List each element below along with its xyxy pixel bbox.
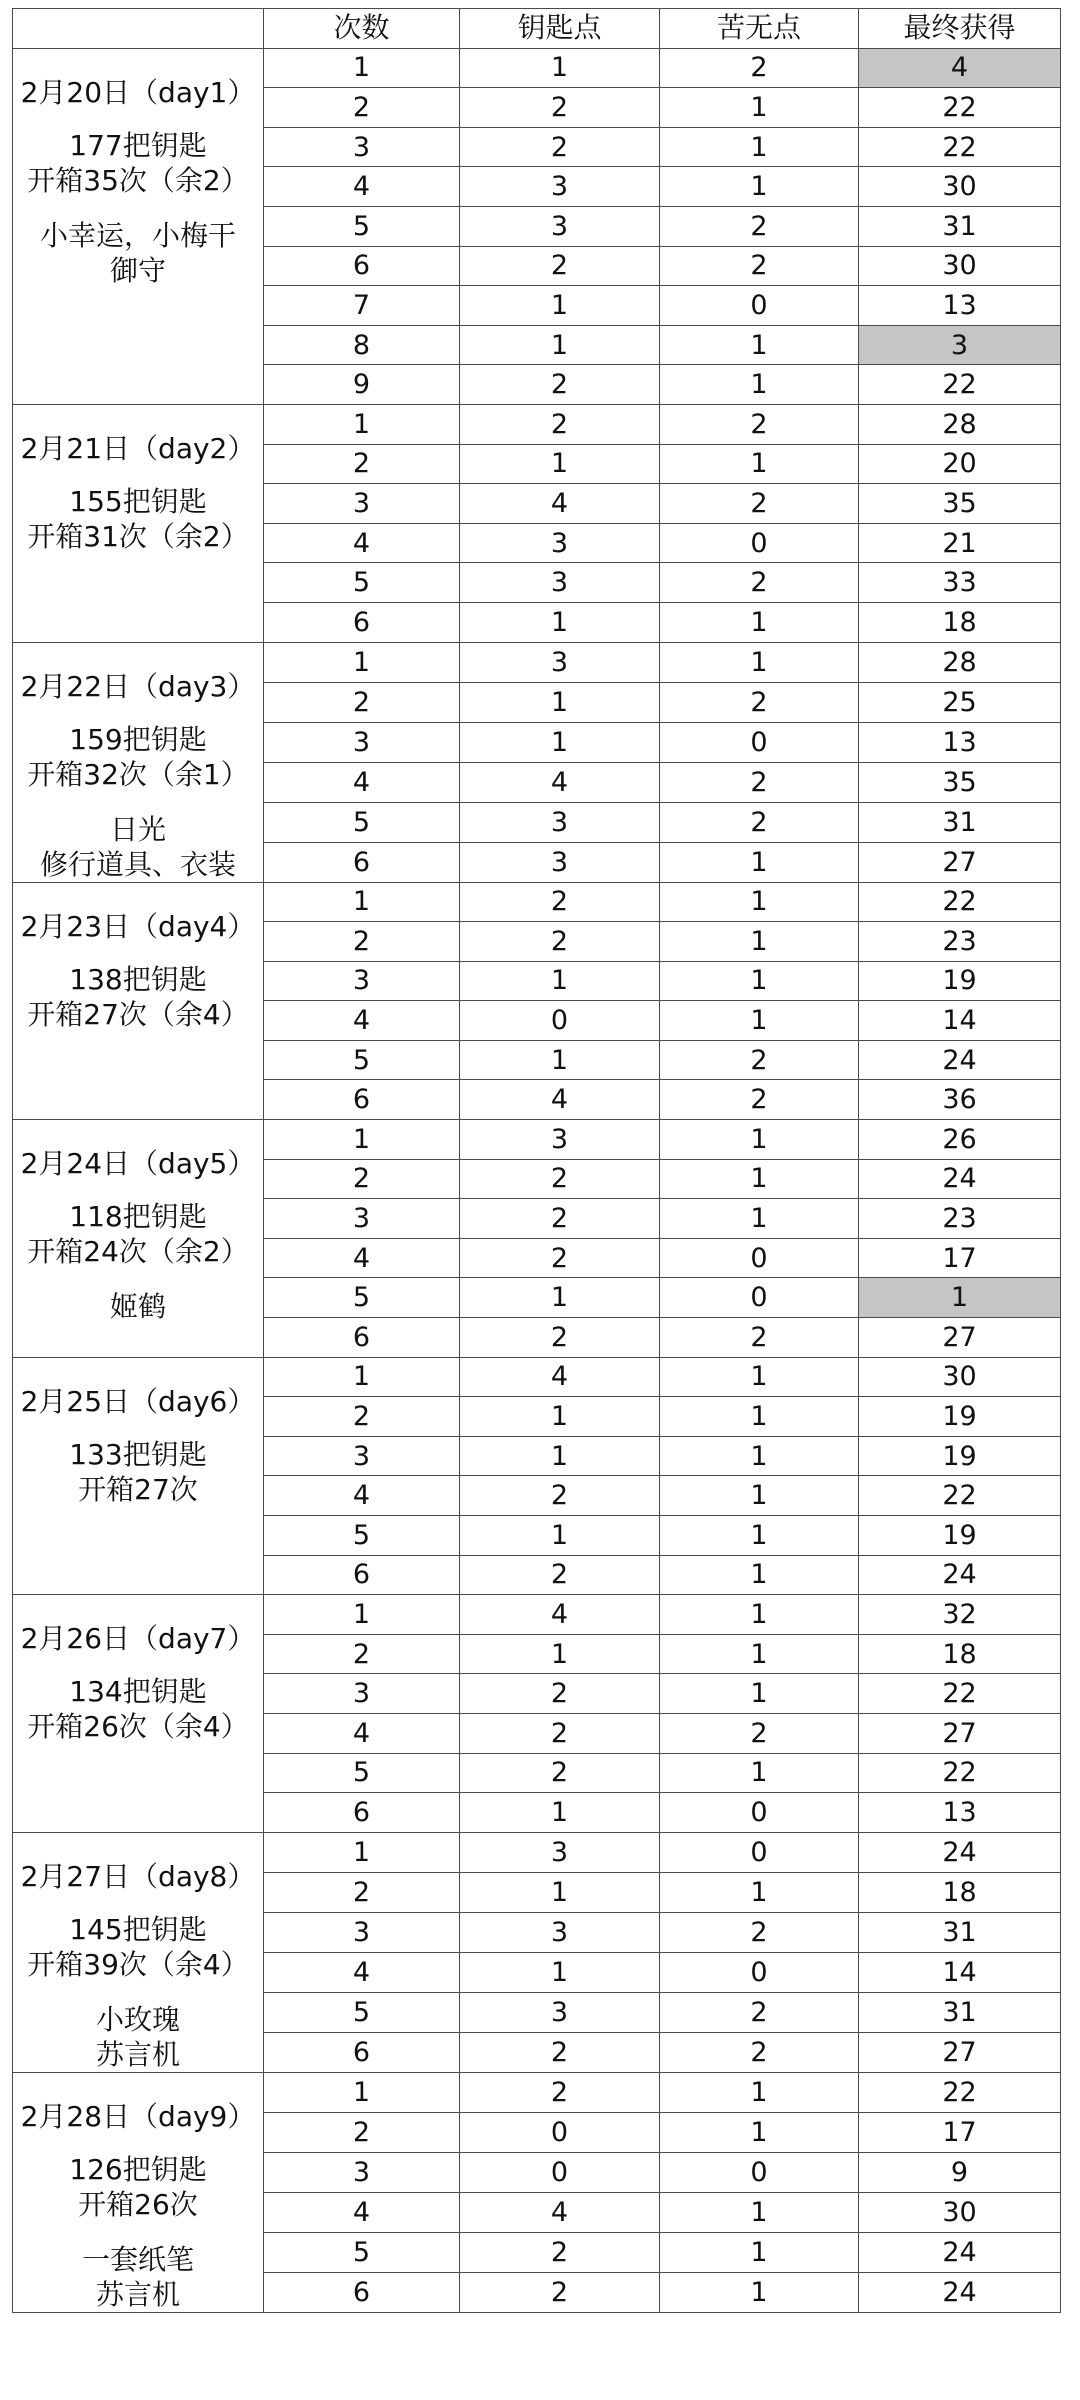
header-final-total: 最终获得: [859, 9, 1061, 49]
cell-count: 1: [264, 1595, 460, 1635]
table-row: [13, 404, 1061, 444]
day-title: 2月27日（day8）: [20, 1859, 256, 1893]
cell-count: 5: [264, 563, 460, 603]
cell-key-points: 1: [460, 48, 660, 88]
cell-kunai-points: 1: [660, 642, 859, 682]
cell-final-total: 32: [859, 1595, 1061, 1635]
cell-kunai-points: 1: [660, 1397, 859, 1437]
day-title: 2月22日（day3）: [20, 669, 256, 703]
cell-count: 4: [264, 1001, 460, 1041]
day-keys: 134把钥匙: [69, 1675, 207, 1709]
cell-kunai-points: 2: [660, 1713, 859, 1753]
cell-key-points: 1: [460, 961, 660, 1001]
cell-count: 2: [264, 682, 460, 722]
cell-final-total: 31: [859, 1912, 1061, 1952]
cell-kunai-points: 1: [660, 882, 859, 922]
cell-key-points: 2: [460, 1318, 660, 1358]
cell-count: 2: [264, 444, 460, 484]
cell-count: 3: [264, 722, 460, 762]
cell-final-total: 17: [859, 1238, 1061, 1278]
cell-kunai-points: 1: [660, 961, 859, 1001]
header-kunai-points: 苦无点: [660, 9, 859, 49]
cell-key-points: 2: [460, 2072, 660, 2112]
cell-key-points: 2: [460, 1199, 660, 1239]
cell-final-total: 22: [859, 2072, 1061, 2112]
cell-final-total: 13: [859, 1793, 1061, 1833]
cell-kunai-points: 2: [660, 1040, 859, 1080]
cell-key-points: 2: [460, 922, 660, 962]
cell-final-total: 24: [859, 1555, 1061, 1595]
cell-count: 4: [264, 1476, 460, 1516]
cell-final-total: 22: [859, 88, 1061, 128]
cell-key-points: 2: [460, 1713, 660, 1753]
cell-key-points: 3: [460, 802, 660, 842]
day-title: 2月25日（day6）: [20, 1384, 256, 1418]
cell-final-total: 23: [859, 1199, 1061, 1239]
cell-final-total: 21: [859, 523, 1061, 563]
cell-count: 3: [264, 484, 460, 524]
cell-count: 3: [264, 1436, 460, 1476]
cell-count: 3: [264, 1674, 460, 1714]
cell-kunai-points: 1: [660, 88, 859, 128]
cell-key-points: 1: [460, 286, 660, 326]
cell-count: 9: [264, 365, 460, 405]
table-row: [13, 882, 1061, 922]
cell-count: 3: [264, 1199, 460, 1239]
cell-kunai-points: 1: [660, 842, 859, 882]
cell-final-total: 28: [859, 404, 1061, 444]
cell-kunai-points: 0: [660, 1278, 859, 1318]
cell-count: 5: [264, 1753, 460, 1793]
cell-key-points: 1: [460, 325, 660, 365]
cell-kunai-points: 2: [660, 802, 859, 842]
cell-key-points: 4: [460, 484, 660, 524]
cell-key-points: 2: [460, 2032, 660, 2072]
cell-kunai-points: 1: [660, 167, 859, 207]
day-reward: 小玫瑰: [95, 2002, 180, 2036]
cell-final-total: 26: [859, 1120, 1061, 1160]
day-openings: 开箱26次（余4）: [27, 1710, 249, 1744]
cell-count: 5: [264, 1992, 460, 2032]
cell-final-total: 27: [859, 1318, 1061, 1358]
cell-kunai-points: 0: [660, 722, 859, 762]
cell-final-total: 4: [859, 48, 1061, 88]
cell-kunai-points: 0: [660, 1238, 859, 1278]
day-summary-cell: [13, 882, 264, 1120]
cell-final-total: 19: [859, 1436, 1061, 1476]
cell-count: 1: [264, 1357, 460, 1397]
cell-key-points: 3: [460, 842, 660, 882]
cell-final-total: 1: [859, 1278, 1061, 1318]
cell-final-total: 19: [859, 1397, 1061, 1437]
cell-final-total: 23: [859, 922, 1061, 962]
day-reward: 苏言机: [95, 2277, 180, 2311]
cell-kunai-points: 2: [660, 1318, 859, 1358]
cell-kunai-points: 1: [660, 1753, 859, 1793]
cell-key-points: 4: [460, 1357, 660, 1397]
cell-count: 2: [264, 2112, 460, 2152]
cell-key-points: 1: [460, 682, 660, 722]
cell-kunai-points: 2: [660, 563, 859, 603]
cell-count: 3: [264, 2152, 460, 2192]
cell-kunai-points: 2: [660, 246, 859, 286]
cell-count: 2: [264, 1159, 460, 1199]
cell-kunai-points: 1: [660, 1159, 859, 1199]
cell-key-points: 1: [460, 1793, 660, 1833]
day-summary-cell: [13, 1120, 264, 1358]
cell-key-points: 3: [460, 167, 660, 207]
day-openings: 开箱31次（余2）: [27, 519, 249, 553]
day-keys: 133把钥匙: [69, 1437, 207, 1471]
cell-kunai-points: 2: [660, 1992, 859, 2032]
day-keys: 126把钥匙: [69, 2152, 207, 2186]
cell-count: 5: [264, 1516, 460, 1556]
day-openings: 开箱24次（余2）: [27, 1235, 249, 1269]
cell-key-points: 2: [460, 1238, 660, 1278]
cell-kunai-points: 2: [660, 1080, 859, 1120]
cell-count: 2: [264, 1872, 460, 1912]
cell-final-total: 24: [859, 1040, 1061, 1080]
cell-count: 4: [264, 1238, 460, 1278]
day-openings: 开箱27次（余4）: [27, 997, 249, 1031]
cell-key-points: 2: [460, 365, 660, 405]
cell-final-total: 28: [859, 642, 1061, 682]
cell-final-total: 27: [859, 2032, 1061, 2072]
cell-kunai-points: 1: [660, 1595, 859, 1635]
cell-count: 2: [264, 922, 460, 962]
cell-final-total: 33: [859, 563, 1061, 603]
day-keys: 159把钥匙: [69, 722, 207, 756]
cell-key-points: 1: [460, 1872, 660, 1912]
cell-kunai-points: 1: [660, 2232, 859, 2272]
cell-count: 6: [264, 2272, 460, 2312]
day-title: 2月23日（day4）: [20, 909, 256, 943]
cell-kunai-points: 0: [660, 1793, 859, 1833]
cell-key-points: 2: [460, 88, 660, 128]
cell-kunai-points: 1: [660, 1436, 859, 1476]
day-openings: 开箱26次: [78, 2187, 198, 2221]
cell-final-total: 18: [859, 602, 1061, 642]
cell-count: 1: [264, 1120, 460, 1160]
cell-kunai-points: 2: [660, 206, 859, 246]
cell-final-total: 30: [859, 167, 1061, 207]
cell-key-points: 1: [460, 1516, 660, 1556]
cell-key-points: 4: [460, 1080, 660, 1120]
cell-count: 4: [264, 1952, 460, 1992]
cell-key-points: 2: [460, 1674, 660, 1714]
cell-count: 2: [264, 88, 460, 128]
cell-key-points: 2: [460, 404, 660, 444]
day-reward: 姬鹤: [109, 1290, 166, 1324]
cell-final-total: 22: [859, 365, 1061, 405]
day-summary-cell: [13, 1832, 264, 2072]
cell-key-points: 3: [460, 563, 660, 603]
cell-final-total: 22: [859, 1476, 1061, 1516]
cell-key-points: 0: [460, 1001, 660, 1041]
cell-final-total: 14: [859, 1952, 1061, 1992]
cell-kunai-points: 1: [660, 1120, 859, 1160]
day-reward: 御守: [109, 253, 166, 287]
cell-count: 5: [264, 1040, 460, 1080]
cell-final-total: 24: [859, 1832, 1061, 1872]
cell-count: 1: [264, 642, 460, 682]
cell-key-points: 3: [460, 523, 660, 563]
day-title: 2月28日（day9）: [20, 2099, 256, 2133]
cell-final-total: 31: [859, 206, 1061, 246]
day-keys: 138把钥匙: [69, 962, 207, 996]
cell-final-total: 24: [859, 2272, 1061, 2312]
cell-final-total: 13: [859, 722, 1061, 762]
cell-count: 2: [264, 1634, 460, 1674]
cell-kunai-points: 1: [660, 1555, 859, 1595]
cell-final-total: 22: [859, 127, 1061, 167]
cell-count: 2: [264, 1397, 460, 1437]
table-row: [13, 1120, 1061, 1160]
cell-kunai-points: 2: [660, 484, 859, 524]
cell-final-total: 35: [859, 762, 1061, 802]
cell-count: 6: [264, 1080, 460, 1120]
cell-kunai-points: 1: [660, 1634, 859, 1674]
day-openings: 开箱39次（余4）: [27, 1947, 249, 1981]
day-title: 2月24日（day5）: [20, 1147, 256, 1181]
cell-key-points: 1: [460, 602, 660, 642]
cell-kunai-points: 0: [660, 523, 859, 563]
cell-key-points: 1: [460, 722, 660, 762]
cell-key-points: 2: [460, 1753, 660, 1793]
cell-count: 5: [264, 2232, 460, 2272]
header-row: [13, 9, 1061, 49]
cell-count: 3: [264, 127, 460, 167]
cell-key-points: 3: [460, 206, 660, 246]
cell-key-points: 0: [460, 2152, 660, 2192]
cell-count: 6: [264, 1555, 460, 1595]
cell-key-points: 4: [460, 2192, 660, 2232]
day-summary-cell: [13, 404, 264, 642]
cell-final-total: 14: [859, 1001, 1061, 1041]
header-key-points: 钥匙点: [460, 9, 660, 49]
cell-count: 6: [264, 602, 460, 642]
cell-count: 4: [264, 523, 460, 563]
cell-kunai-points: 1: [660, 1357, 859, 1397]
cell-final-total: 31: [859, 1992, 1061, 2032]
cell-kunai-points: 1: [660, 1199, 859, 1239]
cell-kunai-points: 1: [660, 2272, 859, 2312]
table-row: [13, 1357, 1061, 1397]
cell-kunai-points: 0: [660, 286, 859, 326]
day-reward: 一套纸笔: [81, 2242, 194, 2276]
cell-key-points: 4: [460, 762, 660, 802]
cell-key-points: 2: [460, 882, 660, 922]
cell-final-total: 36: [859, 1080, 1061, 1120]
cell-key-points: 1: [460, 444, 660, 484]
cell-count: 4: [264, 2192, 460, 2232]
cell-count: 1: [264, 1832, 460, 1872]
cell-final-total: 24: [859, 2232, 1061, 2272]
log-table: [12, 8, 1061, 2313]
cell-final-total: 30: [859, 2192, 1061, 2232]
cell-count: 4: [264, 167, 460, 207]
day-openings: 开箱27次: [78, 1472, 198, 1506]
cell-count: 6: [264, 1793, 460, 1833]
day-title: 2月21日（day2）: [20, 431, 256, 465]
cell-count: 1: [264, 404, 460, 444]
cell-kunai-points: 1: [660, 602, 859, 642]
cell-final-total: 22: [859, 1674, 1061, 1714]
cell-kunai-points: 1: [660, 2112, 859, 2152]
cell-final-total: 3: [859, 325, 1061, 365]
cell-kunai-points: 2: [660, 48, 859, 88]
cell-final-total: 19: [859, 961, 1061, 1001]
day-keys: 145把钥匙: [69, 1912, 207, 1946]
cell-kunai-points: 1: [660, 1872, 859, 1912]
cell-final-total: 20: [859, 444, 1061, 484]
cell-final-total: 30: [859, 1357, 1061, 1397]
cell-final-total: 13: [859, 286, 1061, 326]
cell-key-points: 0: [460, 2112, 660, 2152]
cell-final-total: 18: [859, 1634, 1061, 1674]
cell-kunai-points: 1: [660, 127, 859, 167]
cell-count: 6: [264, 842, 460, 882]
cell-kunai-points: 1: [660, 1516, 859, 1556]
table-row: [13, 642, 1061, 682]
day-summary-cell: [13, 48, 264, 404]
cell-key-points: 1: [460, 1634, 660, 1674]
cell-count: 7: [264, 286, 460, 326]
day-summary-cell: [13, 1357, 264, 1595]
cell-key-points: 2: [460, 1159, 660, 1199]
cell-final-total: 9: [859, 2152, 1061, 2192]
cell-kunai-points: 1: [660, 2192, 859, 2232]
day-openings: 开箱35次（余2）: [27, 163, 249, 197]
cell-key-points: 1: [460, 1040, 660, 1080]
day-title: 2月26日（day7）: [20, 1622, 256, 1656]
cell-kunai-points: 1: [660, 1001, 859, 1041]
cell-count: 5: [264, 1278, 460, 1318]
cell-final-total: 17: [859, 2112, 1061, 2152]
cell-final-total: 24: [859, 1159, 1061, 1199]
cell-key-points: 4: [460, 1595, 660, 1635]
cell-key-points: 1: [460, 1278, 660, 1318]
cell-key-points: 3: [460, 642, 660, 682]
cell-kunai-points: 2: [660, 404, 859, 444]
day-keys: 118把钥匙: [69, 1200, 207, 1234]
header-day: [13, 9, 264, 49]
day-summary-cell: [13, 642, 264, 882]
cell-key-points: 3: [460, 1912, 660, 1952]
cell-key-points: 3: [460, 1120, 660, 1160]
day-reward: 修行道具、衣装: [39, 847, 236, 881]
cell-kunai-points: 1: [660, 1674, 859, 1714]
cell-count: 4: [264, 762, 460, 802]
table-row: [13, 48, 1061, 88]
day-reward: 日光: [109, 812, 166, 846]
cell-final-total: 31: [859, 802, 1061, 842]
cell-key-points: 1: [460, 1436, 660, 1476]
cell-final-total: 19: [859, 1516, 1061, 1556]
cell-count: 1: [264, 2072, 460, 2112]
cell-kunai-points: 1: [660, 2072, 859, 2112]
cell-kunai-points: 0: [660, 1952, 859, 1992]
header-count: 次数: [264, 9, 460, 49]
day-reward: 苏言机: [95, 2037, 180, 2071]
cell-final-total: 22: [859, 1753, 1061, 1793]
cell-count: 4: [264, 1713, 460, 1753]
cell-final-total: 30: [859, 246, 1061, 286]
table-row: [13, 1595, 1061, 1635]
table-row: [13, 2072, 1061, 2112]
day-summary-cell: [13, 2072, 264, 2312]
cell-final-total: 35: [859, 484, 1061, 524]
cell-key-points: 2: [460, 1476, 660, 1516]
table-row: [13, 1832, 1061, 1872]
cell-kunai-points: 1: [660, 365, 859, 405]
cell-kunai-points: 2: [660, 682, 859, 722]
day-keys: 177把钥匙: [69, 128, 207, 162]
cell-key-points: 2: [460, 127, 660, 167]
cell-final-total: 27: [859, 1713, 1061, 1753]
cell-key-points: 2: [460, 2232, 660, 2272]
day-reward: 小幸运，小梅干: [39, 218, 236, 252]
cell-key-points: 3: [460, 1832, 660, 1872]
day-keys: 155把钥匙: [69, 484, 207, 518]
cell-key-points: 1: [460, 1952, 660, 1992]
cell-kunai-points: 2: [660, 2032, 859, 2072]
cell-kunai-points: 2: [660, 1912, 859, 1952]
cell-key-points: 2: [460, 1555, 660, 1595]
cell-kunai-points: 1: [660, 1476, 859, 1516]
cell-kunai-points: 1: [660, 325, 859, 365]
cell-final-total: 22: [859, 882, 1061, 922]
cell-count: 6: [264, 1318, 460, 1358]
cell-final-total: 18: [859, 1872, 1061, 1912]
cell-count: 5: [264, 206, 460, 246]
cell-kunai-points: 0: [660, 1832, 859, 1872]
cell-count: 3: [264, 1912, 460, 1952]
cell-count: 1: [264, 882, 460, 922]
day-openings: 开箱32次（余1）: [27, 757, 249, 791]
cell-final-total: 25: [859, 682, 1061, 722]
day-summary-cell: [13, 1595, 264, 1833]
cell-key-points: 1: [460, 1397, 660, 1437]
cell-kunai-points: 1: [660, 444, 859, 484]
cell-kunai-points: 1: [660, 922, 859, 962]
cell-count: 3: [264, 961, 460, 1001]
cell-key-points: 2: [460, 2272, 660, 2312]
cell-final-total: 27: [859, 842, 1061, 882]
day-title: 2月20日（day1）: [20, 75, 256, 109]
cell-count: 8: [264, 325, 460, 365]
cell-count: 6: [264, 246, 460, 286]
cell-kunai-points: 2: [660, 762, 859, 802]
cell-key-points: 3: [460, 1992, 660, 2032]
cell-key-points: 2: [460, 246, 660, 286]
cell-count: 6: [264, 2032, 460, 2072]
cell-kunai-points: 0: [660, 2152, 859, 2192]
cell-count: 1: [264, 48, 460, 88]
cell-count: 5: [264, 802, 460, 842]
